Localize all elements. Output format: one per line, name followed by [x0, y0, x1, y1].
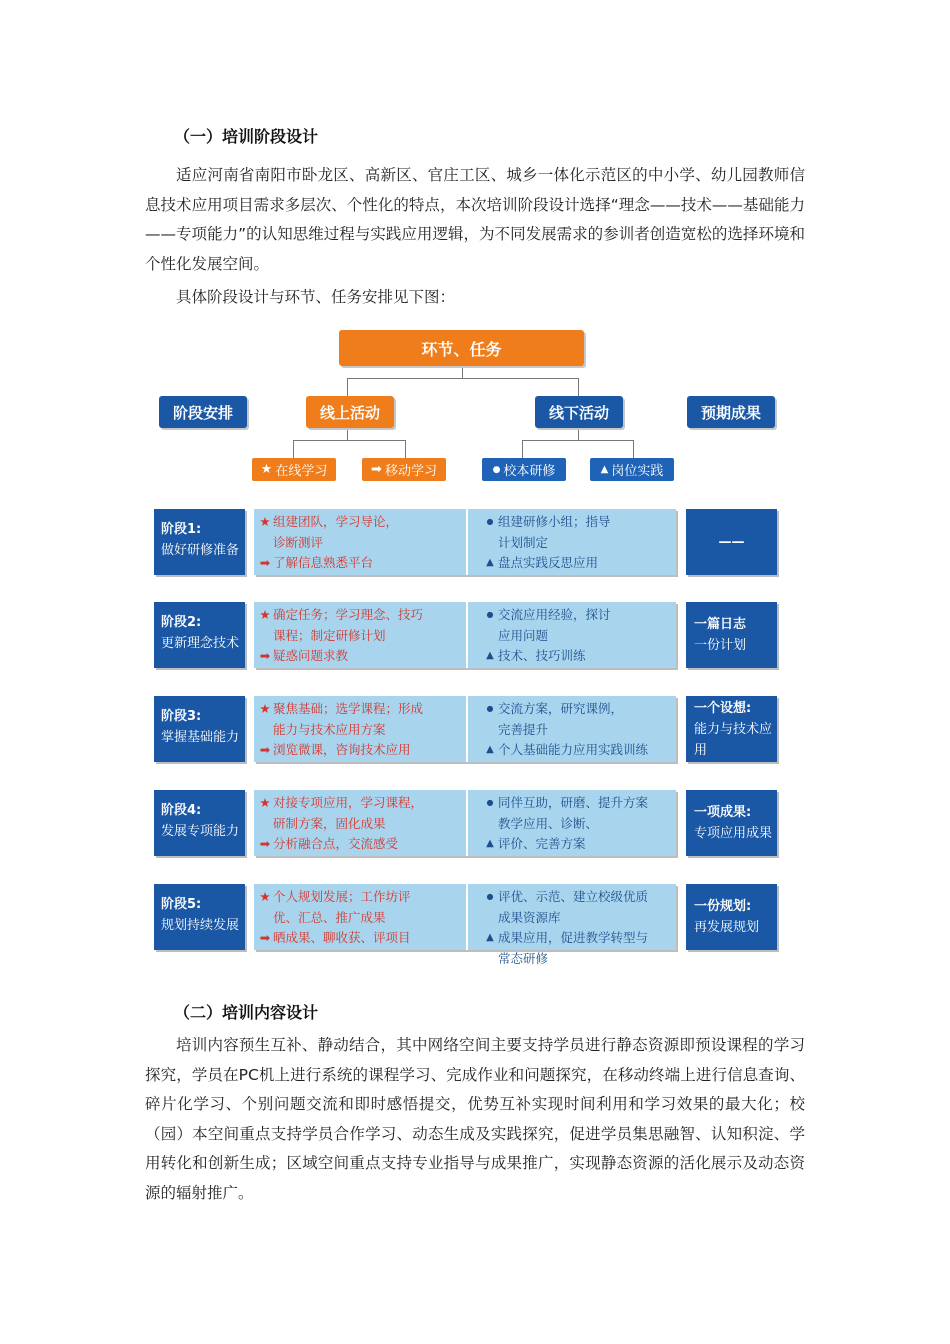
- online-activity-item: [257, 626, 462, 647]
- connector-offline-stem: [578, 428, 579, 440]
- connector-offline-vertical: [578, 378, 579, 396]
- sub-online-learning-label: 在线学习: [275, 464, 328, 479]
- online-activity-text: 疑惑问题求教: [273, 648, 349, 663]
- stage-result-5: [686, 884, 777, 950]
- offline-activity-text: 评优、示范、建立校级优质: [498, 889, 649, 904]
- result-line: 再发展规划: [694, 920, 760, 935]
- offline-activity-item: [482, 834, 672, 855]
- triangle-icon: ▲: [486, 744, 494, 755]
- offline-activity-text: 计划制定: [498, 534, 549, 550]
- stage-box-4: [154, 790, 245, 856]
- stage-number: 阶段2:: [161, 615, 202, 630]
- stage-name: 做好研修准备: [161, 543, 240, 558]
- online-activity-text: 优、汇总、推广成果: [273, 909, 386, 925]
- online-activity-text: 了解信息熟悉平台: [273, 555, 374, 570]
- circle-icon: ●: [486, 892, 494, 901]
- connector-online-branch: [293, 440, 405, 441]
- stage-result-1: [686, 509, 777, 575]
- online-activity-text: 分析融合点，交流感受: [273, 836, 399, 851]
- circle-icon: ●: [486, 610, 494, 619]
- online-activity-list: [257, 887, 462, 949]
- online-activity-text: 晒成果、聊收获、评项目: [273, 930, 411, 945]
- connector-online-right: [405, 440, 406, 458]
- section-heading-stage-design: （一）培训阶段设计: [174, 127, 319, 146]
- stage-result-3: [686, 696, 777, 762]
- result-line: 一项成果:: [694, 805, 752, 820]
- online-activity-list: [257, 793, 462, 855]
- stage-box-3: [154, 696, 245, 762]
- online-activity-list: [257, 512, 462, 574]
- connector-offline-right: [633, 440, 634, 458]
- sub-school-training: [482, 458, 566, 481]
- spacer: [257, 814, 273, 835]
- online-activity-text: 聚焦基础；选学课程；形成: [273, 701, 424, 716]
- online-activity-list: [257, 605, 462, 667]
- result-line: 一个设想:: [694, 700, 752, 716]
- spacer: [482, 720, 498, 741]
- spacer: [482, 533, 498, 554]
- online-activity-text: 组建团队，学习导论，: [273, 514, 399, 529]
- spacer: [257, 720, 273, 741]
- online-activity-item: [257, 908, 462, 929]
- offline-activity-text: 交流应用经验，探讨: [498, 607, 611, 622]
- sub-job-practice: [590, 458, 674, 481]
- box-online-activities: 线上活动: [306, 396, 394, 428]
- offline-activity-list: [482, 699, 672, 761]
- online-activity-item: [257, 720, 462, 741]
- stage-activities-2: [254, 602, 676, 668]
- offline-activity-text: 应用问题: [498, 627, 549, 643]
- offline-activity-text: 个人基础能力应用实践训练: [498, 742, 649, 757]
- result-line: 一份规划:: [694, 899, 752, 914]
- offline-activity-text: 常态研修: [498, 950, 549, 966]
- online-activity-item: [257, 740, 462, 761]
- online-activity-item: [257, 605, 462, 626]
- offline-activity-text: 同伴互助，研磨、提升方案: [498, 795, 649, 810]
- spacer: [257, 533, 273, 554]
- label-stage-arrangement: 阶段安排: [159, 396, 247, 428]
- result-line: 专项应用成果: [694, 826, 773, 841]
- result-line: 能力与技术应用: [694, 721, 773, 758]
- offline-activity-list: [482, 512, 672, 574]
- column-divider: [466, 696, 468, 762]
- stage-name: 更新理念技术: [161, 636, 240, 651]
- offline-activity-item: [482, 814, 672, 835]
- section-heading-content-design: （二）培训内容设计: [174, 1003, 319, 1022]
- offline-activity-text: 技术、技巧训练: [498, 648, 586, 663]
- offline-activity-text: 盘点实践反思应用: [498, 555, 599, 570]
- arrow-icon: ➡: [259, 930, 271, 945]
- offline-activity-item: [482, 699, 672, 720]
- offline-activity-item: [482, 626, 672, 647]
- offline-activity-item: [482, 887, 672, 908]
- spacer: [482, 814, 498, 835]
- online-activity-item: [257, 928, 462, 949]
- arrow-icon: ➡: [371, 462, 382, 477]
- label-expected-results: 预期成果: [687, 396, 775, 428]
- online-activity-text: 课程；制定研修计划: [273, 627, 386, 643]
- circle-icon: ●: [492, 464, 501, 475]
- stage-box-2: [154, 602, 245, 668]
- sub-mobile-learning: [362, 458, 446, 481]
- offline-activity-item: [482, 949, 672, 970]
- result-line: 一份计划: [694, 638, 747, 653]
- online-activity-text: 个人规划发展；工作坊评: [273, 889, 411, 904]
- offline-activity-list: [482, 793, 672, 855]
- star-icon: ★: [259, 607, 271, 622]
- stage-name: 规划持续发展: [161, 918, 240, 933]
- top-box-tasks: 环节、任务: [339, 330, 584, 366]
- column-divider: [466, 884, 468, 950]
- sub-mobile-learning-label: 移动学习: [384, 464, 437, 479]
- offline-activity-text: 交流方案，研究课例，: [498, 701, 624, 716]
- connector-offline-left: [522, 440, 523, 458]
- online-activity-item: [257, 834, 462, 855]
- offline-activity-item: [482, 720, 672, 741]
- paragraph-stage-intro: 适应河南省南阳市卧龙区、高新区、官庄工区、城乡一体化示范区的中小学、幼儿园教师信息技术应用项目需求多层次、个性化的特点，本次培训阶段设计选择“理念——技术——基础能力——专项能力”的认知思维过程与实践应用逻辑，为不同发展需求的参训者创造宽松的选择环境和个性化发展空间。: [145, 166, 805, 273]
- box-offline-activities: 线下活动: [535, 396, 623, 428]
- stage-activities-3: [254, 696, 676, 762]
- column-divider: [466, 790, 468, 856]
- offline-activity-item: [482, 512, 672, 533]
- stage-number: 阶段4:: [161, 803, 202, 818]
- result-line: ——: [718, 534, 745, 550]
- online-activity-item: [257, 887, 462, 908]
- circle-icon: ●: [486, 704, 494, 713]
- connector-online-vertical: [347, 378, 348, 396]
- stage-name: 掌握基础能力: [161, 730, 240, 745]
- online-activity-text: 确定任务；学习理念、技巧: [273, 607, 424, 622]
- offline-activity-item: [482, 740, 672, 761]
- offline-activity-list: [482, 605, 672, 667]
- sub-school-training-label: 校本研修: [503, 464, 556, 479]
- connector-top-horizontal: [347, 378, 579, 379]
- offline-activity-text: 完善提升: [498, 721, 549, 737]
- offline-activity-item: [482, 553, 672, 574]
- star-icon: ★: [259, 889, 271, 904]
- star-icon: ★: [260, 462, 273, 477]
- online-activity-item: [257, 814, 462, 835]
- connector-online-left: [293, 440, 294, 458]
- triangle-icon: ▲: [486, 557, 494, 568]
- stage-result-2: [686, 602, 777, 668]
- spacer: [257, 908, 273, 929]
- online-activity-text: 对接专项应用，学习课程，: [273, 795, 424, 810]
- connector-top-vertical: [462, 366, 463, 379]
- star-icon: ★: [259, 514, 271, 529]
- online-activity-item: [257, 512, 462, 533]
- circle-icon: ●: [486, 517, 494, 526]
- stage-number: 阶段1:: [161, 522, 202, 537]
- paragraph-diagram-caption: 具体阶段设计与环节、任务安排见下图：: [176, 288, 456, 306]
- triangle-icon: ▲: [600, 464, 609, 475]
- spacer: [482, 908, 498, 929]
- circle-icon: ●: [486, 798, 494, 807]
- spacer: [482, 949, 498, 970]
- online-activity-item: [257, 646, 462, 667]
- arrow-icon: ➡: [259, 742, 271, 757]
- spacer: [257, 626, 273, 647]
- column-divider: [466, 602, 468, 668]
- online-activity-text: 诊断测评: [273, 534, 324, 550]
- stage-activities-4: [254, 790, 676, 856]
- offline-activity-text: 成果资源库: [498, 909, 561, 925]
- result-line: 一篇日志: [694, 617, 747, 632]
- connector-offline-branch: [522, 440, 633, 441]
- triangle-icon: ▲: [486, 932, 494, 943]
- offline-activity-item: [482, 928, 672, 949]
- arrow-icon: ➡: [259, 836, 271, 851]
- star-icon: ★: [259, 795, 271, 810]
- stage-number: 阶段3:: [161, 709, 202, 724]
- column-divider: [466, 509, 468, 575]
- connector-online-stem: [347, 428, 348, 440]
- paragraph-content-design: 培训内容预生互补、静动结合，其中网络空间主要支持学员进行静态资源即预设课程的学习探究，学员在PC机上进行系统的课程学习、完成作业和问题探究，在移动终端上进行信息查询、碎片化学习、个别问题交流和即时感悟提交，优势互补实现时间利用和学习效果的最大化；校（园）本空间重点支持学员合作学习、动态生成及实践探究，促进学员集思融智、认知积淀、学用转化和创新生成；区域空间重点支持专业指导与成果推广，实现静态资源的活化展示及动态资源的辐射推广。: [145, 1036, 805, 1202]
- stage-result-4: [686, 790, 777, 856]
- stage-box-1: [154, 509, 245, 575]
- arrow-icon: ➡: [259, 555, 271, 570]
- stage-name: 发展专项能力: [161, 824, 240, 839]
- offline-activity-text: 评价、完善方案: [498, 836, 586, 851]
- offline-activity-item: [482, 908, 672, 929]
- triangle-icon: ▲: [486, 650, 494, 661]
- online-activity-text: 浏览微课，咨询技术应用: [273, 742, 411, 757]
- stage-number: 阶段5:: [161, 897, 202, 912]
- star-icon: ★: [259, 701, 271, 716]
- offline-activity-item: [482, 605, 672, 626]
- stage-box-5: [154, 884, 245, 950]
- stage-activities-1: [254, 509, 676, 575]
- online-activity-item: [257, 533, 462, 554]
- sub-job-practice-label: 岗位实践: [611, 464, 664, 479]
- offline-activity-text: 组建研修小组；指导: [498, 514, 611, 529]
- online-activity-item: [257, 553, 462, 574]
- online-activity-text: 研制方案，固化成果: [273, 815, 386, 831]
- online-activity-text: 能力与技术应用方案: [273, 721, 386, 737]
- offline-activity-item: [482, 533, 672, 554]
- offline-activity-text: 成果应用，促进教学转型与: [498, 930, 649, 945]
- online-activity-item: [257, 699, 462, 720]
- online-activity-item: [257, 793, 462, 814]
- online-activity-list: [257, 699, 462, 761]
- offline-activity-item: [482, 793, 672, 814]
- spacer: [482, 626, 498, 647]
- stage-activities-5: [254, 884, 676, 966]
- offline-activity-text: 教学应用、诊断、: [498, 815, 599, 831]
- offline-activity-item: [482, 646, 672, 667]
- offline-activity-list: [482, 887, 672, 969]
- triangle-icon: ▲: [486, 838, 494, 849]
- sub-online-learning: [252, 458, 336, 481]
- arrow-icon: ➡: [259, 648, 271, 663]
